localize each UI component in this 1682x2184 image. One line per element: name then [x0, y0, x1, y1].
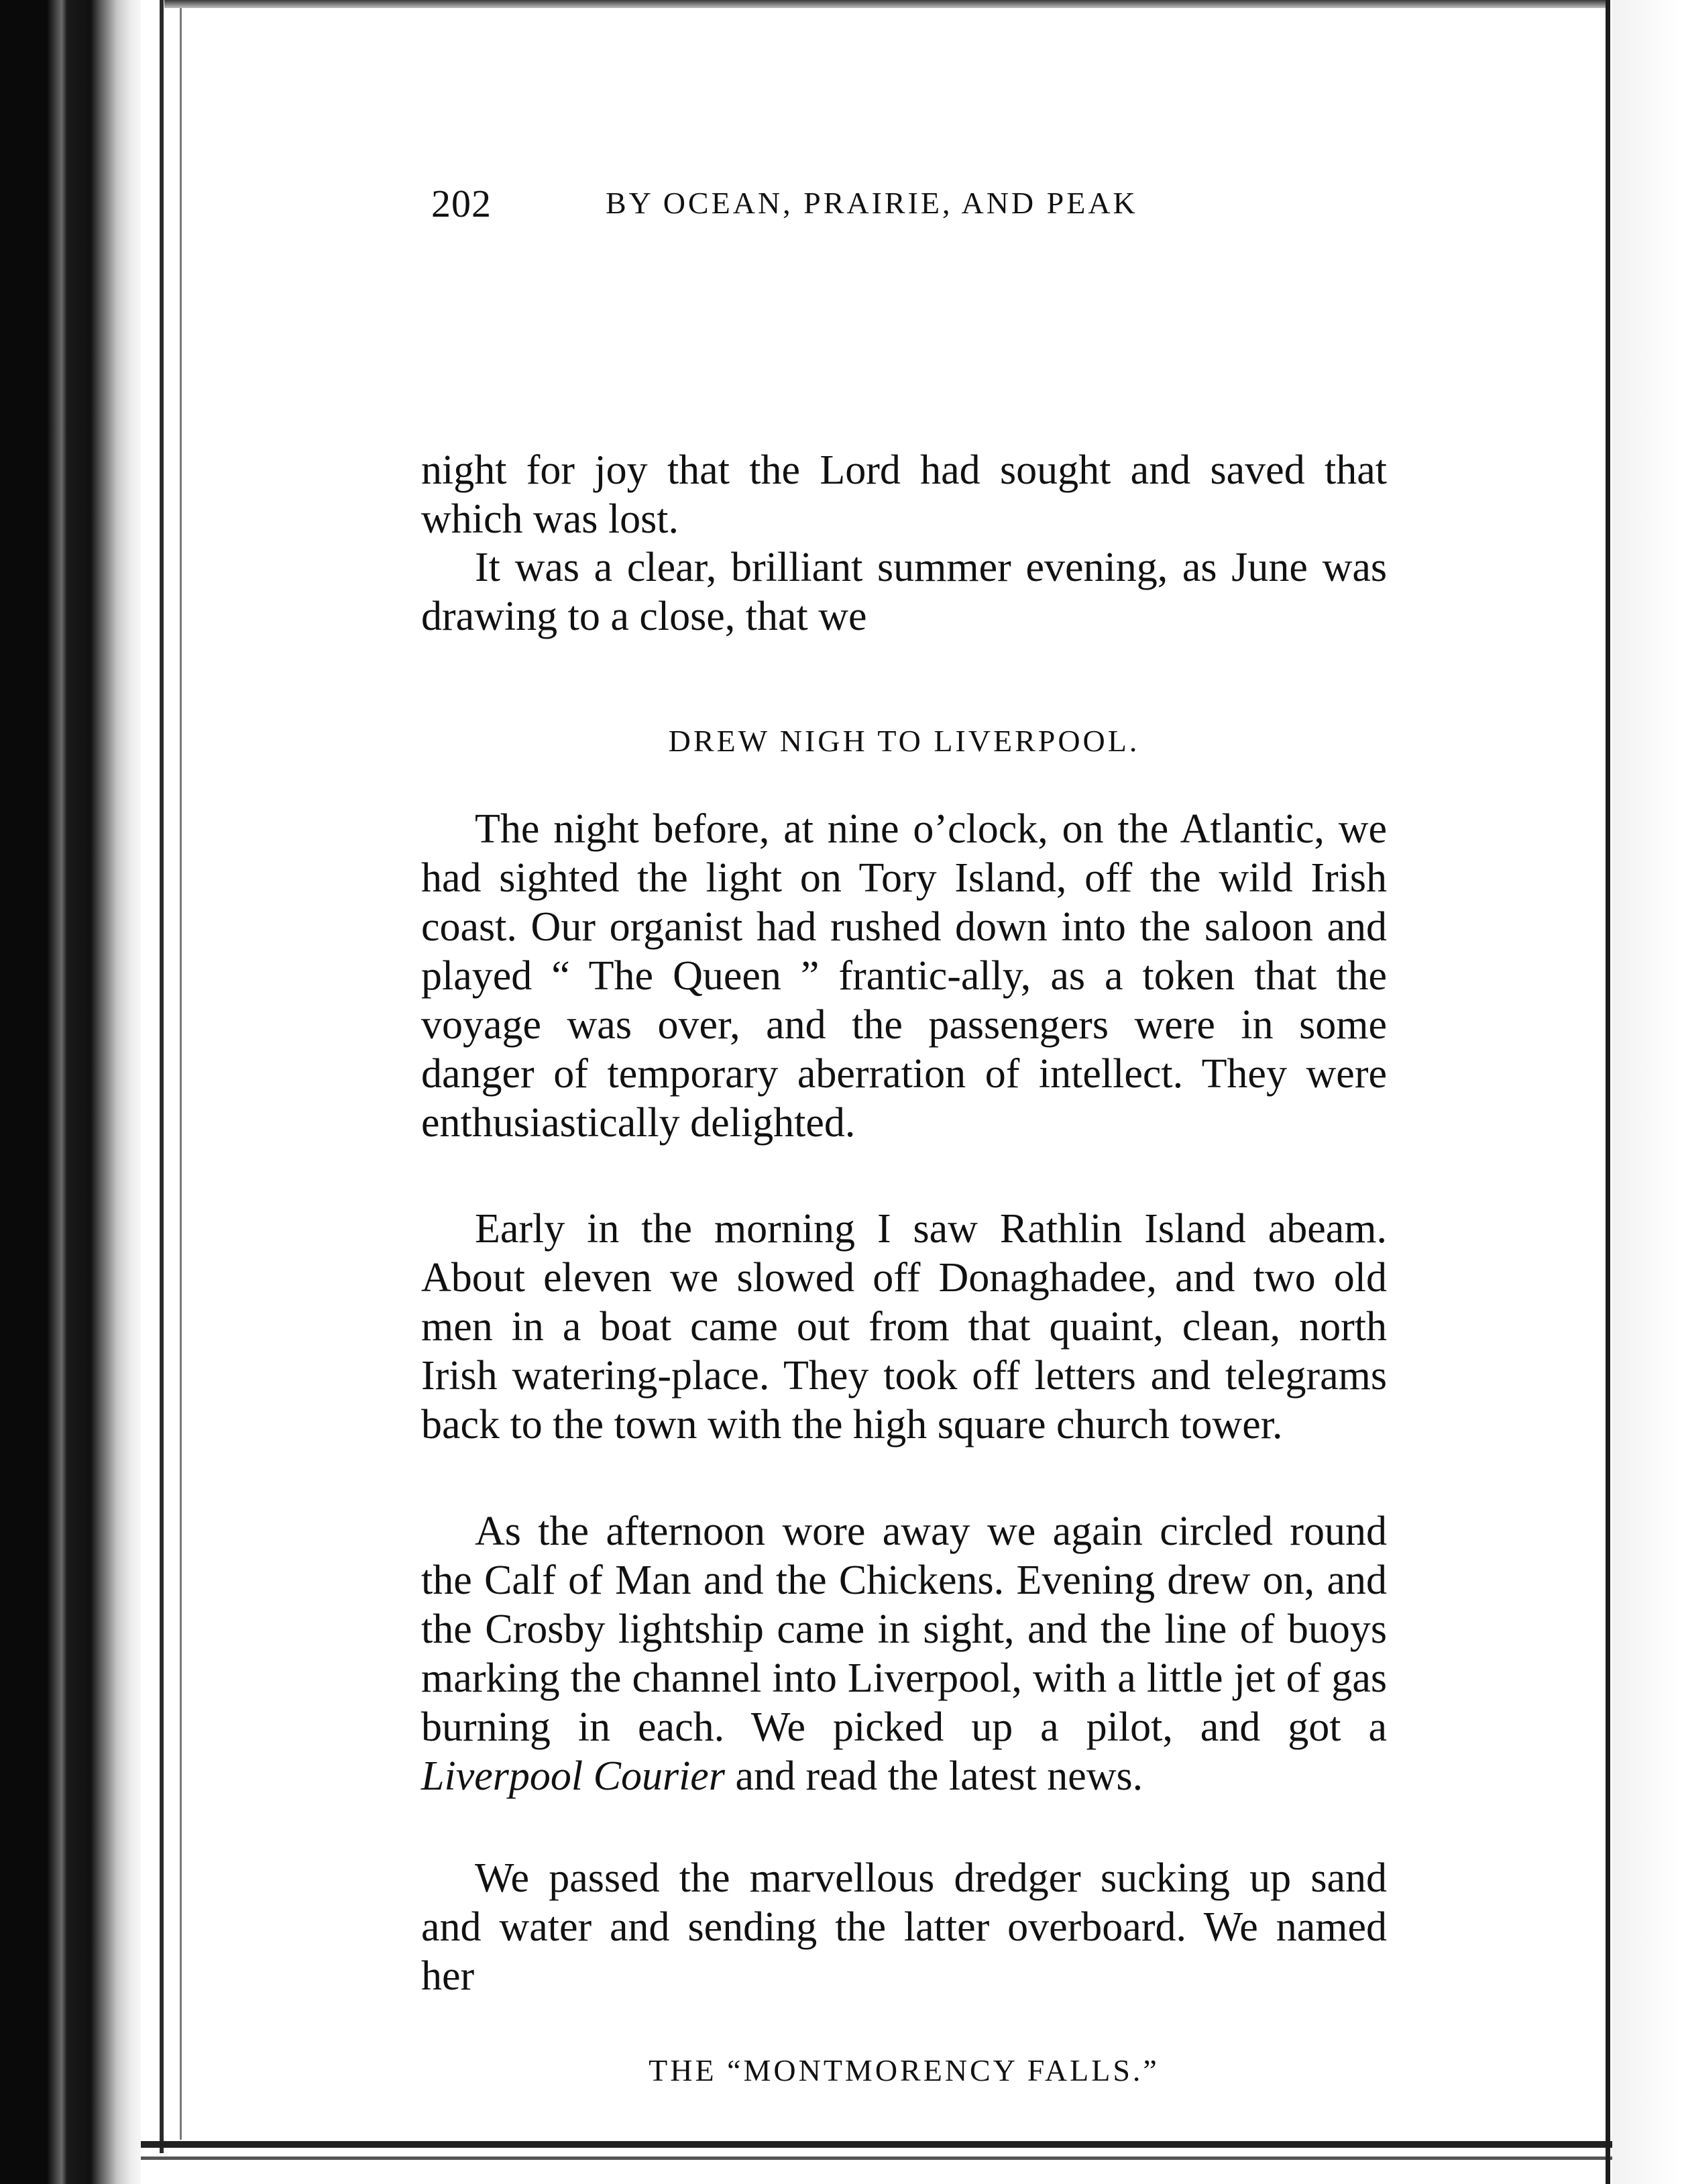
paragraph: Early in the morning I saw Rathlin Island abeam. About eleven we slowed off Donaghadee, and two old men in a boat came out from that quaint, clean, north Irish watering-place. They took off letters and telegrams back to the town with the high square church tower.	[421, 1206, 1387, 1448]
page-edge-line	[160, 0, 164, 2153]
bottom-page-edge	[141, 2156, 1616, 2160]
paragraph: It was a clear, brilliant summer evening, as June was drawing to a close, that we	[421, 545, 1387, 639]
top-page-edge	[164, 0, 1606, 8]
right-page-edge	[1606, 0, 1610, 2184]
paragraph	[421, 1507, 1387, 1801]
page-number: 202	[431, 182, 492, 225]
paragraph: night for joy that the Lord had sought and saved that which was lost.	[421, 447, 1387, 542]
book-spine-shadow	[0, 0, 141, 2184]
running-head	[421, 181, 1226, 241]
bottom-page-edge	[141, 2141, 1630, 2148]
paragraph-text: and read the latest news.	[724, 1753, 1143, 1799]
paragraph-text: As the afternoon wore away we again circled round the Calf of Man and the Chickens. Evening drew on, and the Crosby lightship came in sight, and the line of buoys marking the channel into Liverpool, with a little jet of gas burning in each. We picked up a pilot, and got a	[421, 1509, 1387, 1750]
section-heading: THE “MONTMORENCY FALLS.”	[649, 2053, 1160, 2087]
section-heading: DREW NIGH TO LIVERPOOL.	[668, 724, 1140, 758]
page-edge-line	[180, 0, 182, 2140]
paragraph: We passed the marvellous dredger sucking up sand and water and sending the latter overboard. We named her	[421, 1855, 1387, 1999]
next-page-margin	[1612, 0, 1682, 2184]
paragraph: The night before, at nine o’clock, on the Atlantic, we had sighted the light on Tory Island, off the wild Irish coast. Our organist had rushed down into the saloon and played “ The Queen ” frantic-ally, as a token that the voyage was over, and the passengers were in some danger of temporary aberration of intellect. They were enthusiastically delighted.	[421, 806, 1387, 1146]
running-title: BY OCEAN, PRAIRIE, AND PEAK	[606, 186, 1138, 220]
newspaper-title: Liverpool Courier	[421, 1753, 725, 1799]
